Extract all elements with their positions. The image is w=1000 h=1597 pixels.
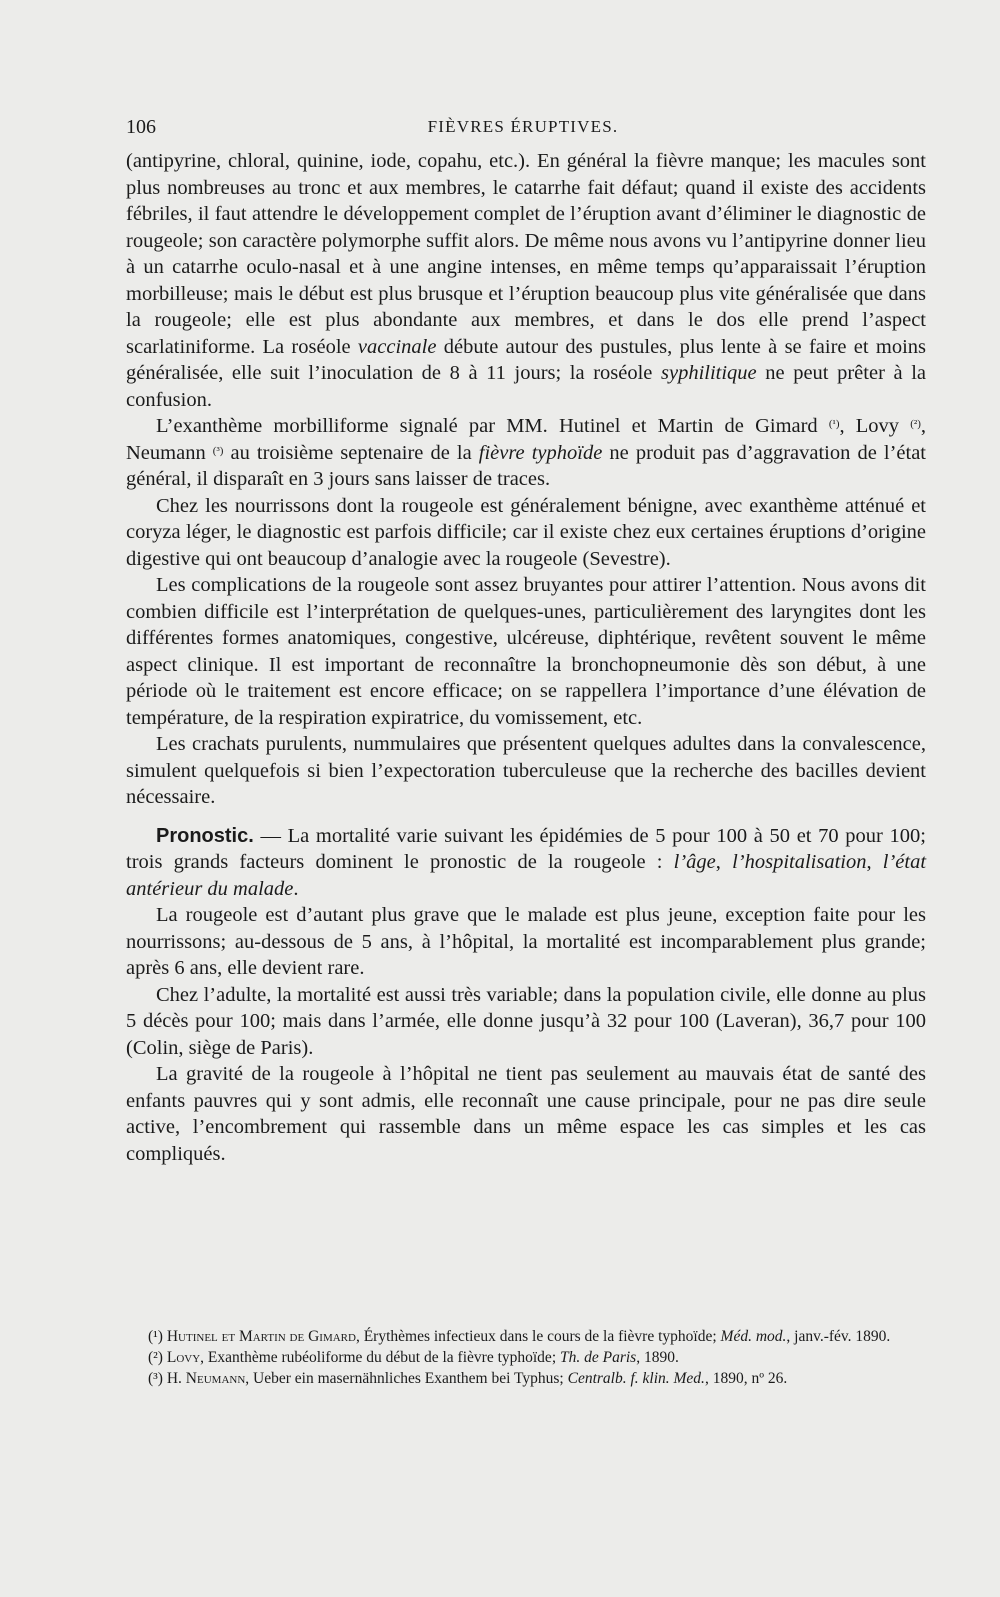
- footnote-ref: (²): [910, 418, 921, 430]
- paragraph-1: [126, 148, 926, 413]
- paragraph-4: Les complications de la rougeole sont assez bruyantes pour attirer l’attention. Nous avons dit combien difficile est l’interprétation de quelques-unes, particulièrement des laryngites dont les différentes formes anatomiques, congestive, ulcéreuse, diphtérique, revêtent souvent le même aspect clinique. Il est important de reconnaître la bronchopneumonie dès son début, à une période où le traitement est encore efficace; on se rappellera l’importance d’une élévation de température, de la respiration expiratrice, du vomissement, etc.: [126, 574, 926, 729]
- section-title: Pronostic.: [156, 824, 254, 847]
- footnote-author: Hutinel et Martin de Gimard: [166, 1328, 356, 1345]
- footnote-text: , janv.-fév. 1890.: [786, 1328, 891, 1345]
- footnote-ref: (³): [212, 444, 224, 457]
- italic-term: fièvre typhoïde: [478, 441, 603, 464]
- footnote-text: , Érythèmes infectieux dans le cours de la fièvre typhoïde;: [355, 1328, 721, 1345]
- italic-term: l’état antérieur du malade: [126, 851, 927, 900]
- body-text: [126, 148, 926, 1167]
- footnote-marker: (¹): [148, 1328, 163, 1345]
- footnotes: [132, 1327, 924, 1390]
- footnote-marker: (³): [148, 1370, 163, 1387]
- text-run: .: [293, 877, 299, 900]
- italic-term: vaccinale: [357, 335, 437, 358]
- text-run: débute autour des pustules, plus lente à se faire et moins généralisée, elle suit l’inoculation de 8 à 11 jours; la roséole: [126, 335, 926, 384]
- paragraph-5: Les crachats purulents, nummulaires que présentent quelques adultes dans la convalescence, simulent quelquefois si bien l’expectoration tuberculeuse que la recherche des bacilles devient nécessaire.: [126, 733, 926, 808]
- text-run: ,: [715, 851, 733, 873]
- italic-term: syphilitique: [661, 362, 757, 384]
- footnote: [132, 1348, 924, 1367]
- text-run: , Neumann: [126, 415, 926, 464]
- footnote-journal: Centralb. f. klin. Med.: [567, 1370, 705, 1387]
- text-run: , Lovy: [839, 415, 911, 437]
- running-head: FIÈVRES ÉRUPTIVES.: [427, 117, 619, 136]
- paragraph-8: Chez l’adulte, la mortalité est aussi très variable; dans la population civile, elle donne au plus 5 décès pour 100; mais dans l’armée, elle donne jusqu’à 32 pour 100 (Laveran), 36,7 pour 100 (Colin, siège de Paris).: [126, 983, 926, 1059]
- footnote-text: , Ueber ein masernähnliches Exanthem bei Typhus;: [245, 1370, 568, 1387]
- italic-term: l’âge: [673, 851, 716, 873]
- paragraph-pronostic: [126, 823, 926, 903]
- paragraph-7: La rougeole est d’autant plus grave que le malade est plus jeune, exception faite pour les nourrissons; au-dessous de 5 ans, à l’hôpital, la mortalité est incomparablement plus grande; après 6 ans, elle devient rare.: [126, 904, 926, 979]
- footnote-text: , 1890, nº 26.: [704, 1370, 788, 1387]
- footnote-journal: Th. de Paris: [560, 1349, 637, 1366]
- paragraph-2: [126, 413, 926, 493]
- footnote-text: , Exanthème rubéoliforme du début de la fièvre typhoïde;: [200, 1349, 560, 1366]
- footnote-ref: (¹): [828, 418, 840, 430]
- footnote-text: , 1890.: [636, 1349, 679, 1366]
- text-run: au troisième septenaire de la: [223, 441, 479, 464]
- footnote-author: H. Neumann: [166, 1370, 246, 1387]
- page-header: [126, 116, 920, 146]
- text-run: ne produit pas d’aggravation de l’état général, il disparaît en 3 jours sans laisser de traces.: [126, 441, 926, 490]
- italic-term: l’hospitalisation: [732, 851, 867, 873]
- text-run: (antipyrine, chloral, quinine, iode, copahu, etc.). En général la fièvre manque; les macules sont plus nombreuses au tronc et aux membres, le catarrhe fait défaut; quand il existe des accidents fébriles, il faut attendre le développement complet de l’éruption avant d’éliminer le diagnostic de rougeole; son caractère polymorphe suffit alors. De même nous avons vu l’antipyrine donner lieu à un catarrhe oculo-nasal et à une angine intenses, en même temps qu’apparaissait l’éruption morbilleuse; mais le début est plus brusque et l’éruption beaucoup plus vite généralisée que dans la rougeole; elle est plus abondante aux membres, et dans le dos elle prend l’aspect scarlatiniforme. La roséole: [126, 150, 926, 358]
- footnote-marker: (²): [148, 1349, 163, 1366]
- footnote-author: Lovy: [166, 1349, 201, 1366]
- text-run: ne peut prêter à la confusion.: [126, 362, 926, 411]
- text-run: L’exanthème morbilliforme signalé par MM. Hutinel et Martin de Gimard: [156, 415, 829, 437]
- paragraph-9: La gravité de la rougeole à l’hôpital ne tient pas seulement au mauvais état de santé des enfants pauvres qui y sont admis, elle reconnaît une cause principale, pour ne pas dire seule active, l’encombrement qui rassemble dans un même espace les cas simples et les cas compliqués.: [126, 1063, 926, 1165]
- footnote: [132, 1327, 924, 1346]
- page-number: 106: [126, 116, 156, 138]
- footnote: [132, 1369, 924, 1388]
- paragraph-3: Chez les nourrissons dont la rougeole est généralement bénigne, avec exanthème atténué et coryza léger, le diagnostic est parfois difficile; car il existe chez eux certaines éruptions d’origine digestive qui ont beaucoup d’analogie avec la rougeole (Sevestre).: [126, 494, 926, 570]
- footnote-journal: Méd. mod.: [720, 1328, 787, 1345]
- text-run: ,: [866, 851, 883, 873]
- text-run: — La mortalité varie suivant les épidémies de 5 pour 100 à 50 et 70 pour 100; trois grands facteurs dominent le pronostic de la rougeole :: [126, 824, 926, 873]
